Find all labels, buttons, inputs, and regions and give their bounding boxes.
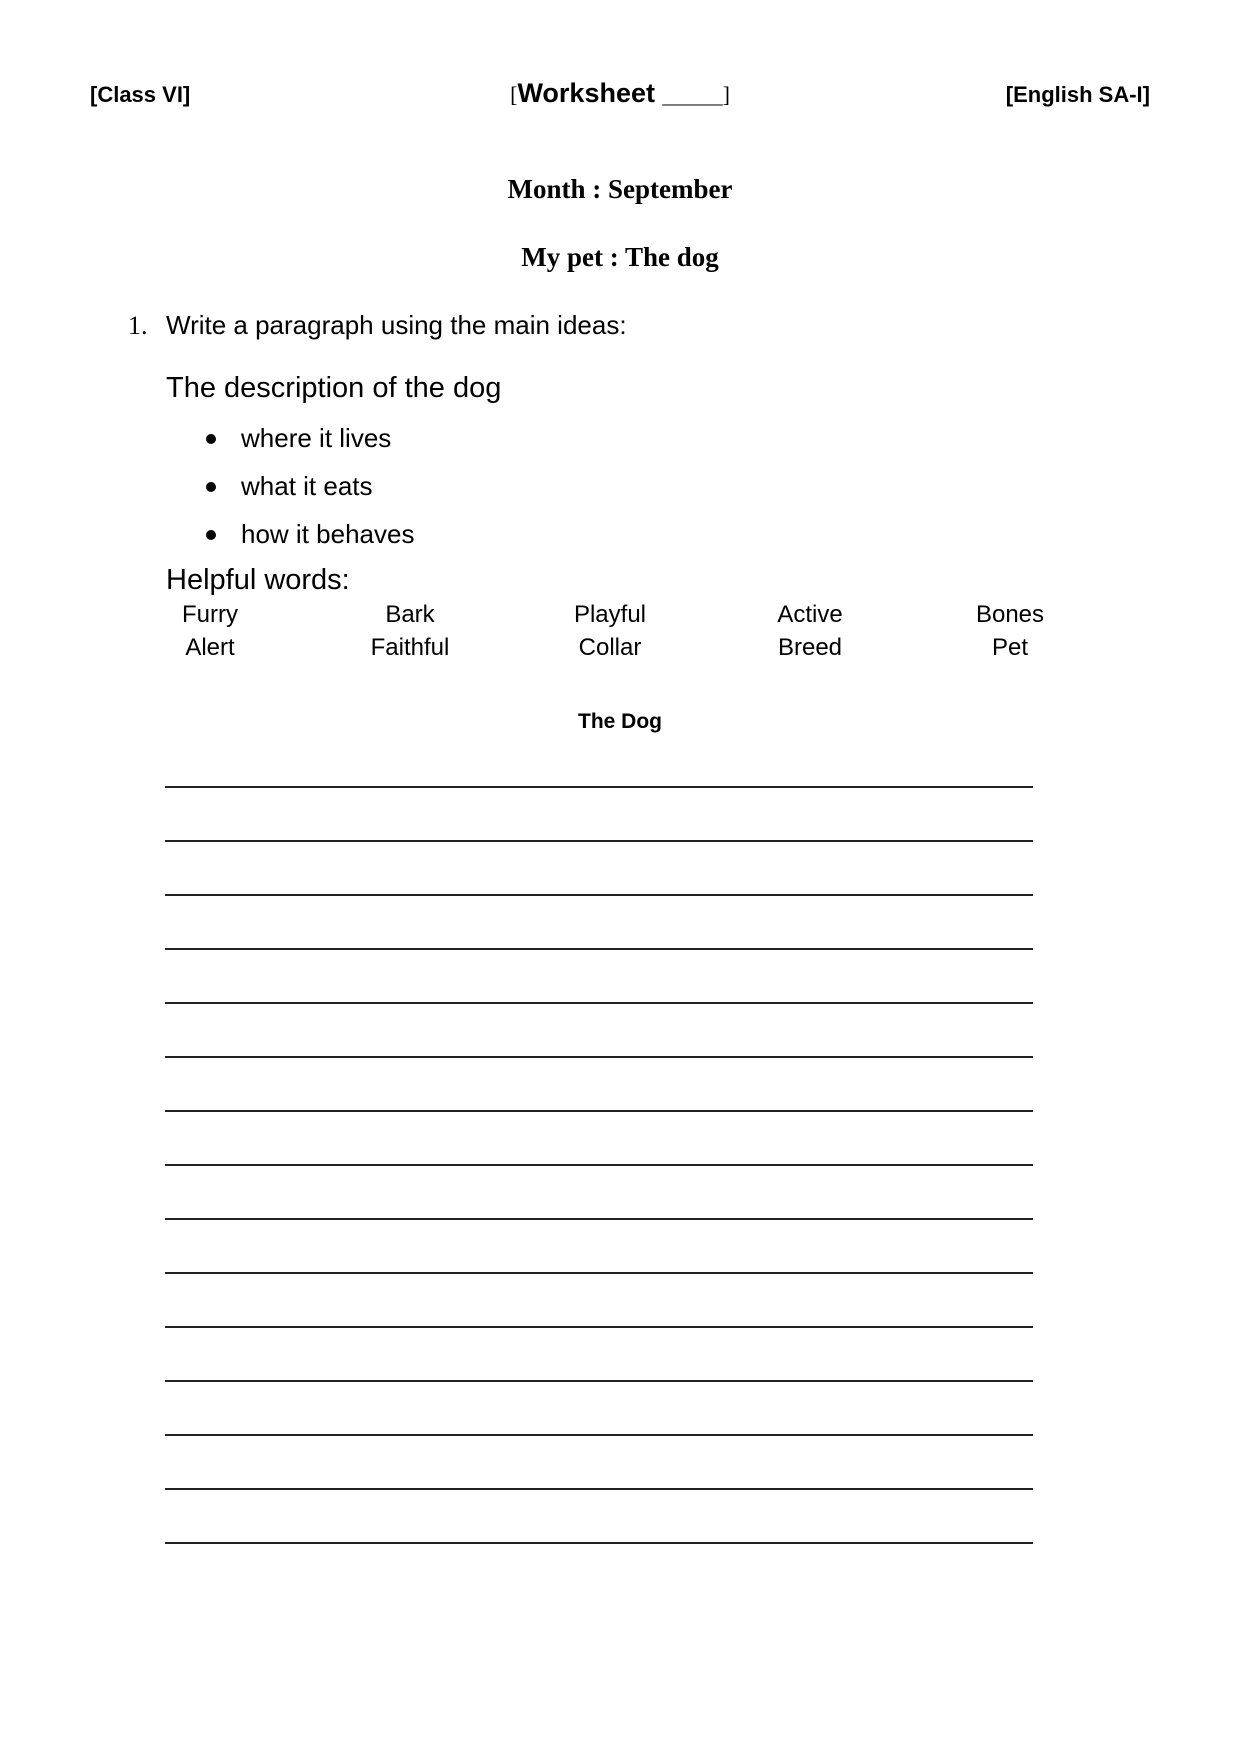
helpful-word: Pet (991, 634, 1029, 661)
writing-line (165, 1055, 1033, 1058)
worksheet-number (90, 78, 1150, 109)
helpful-words-heading: Helpful words: (166, 564, 350, 596)
writing-line (165, 1487, 1033, 1490)
helpful-word: Collar (578, 634, 642, 661)
writing-line (165, 893, 1033, 896)
writing-line (165, 785, 1033, 788)
main-ideas-list (166, 418, 414, 562)
description-heading: The description of the dog (166, 372, 502, 404)
writing-line (165, 1217, 1033, 1220)
worksheet-label: Worksheet ____ (517, 78, 723, 108)
writing-line (165, 1163, 1033, 1166)
question-number: 1. (128, 311, 148, 340)
list-item-text: what it eats (241, 471, 373, 501)
class-label: [Class VI] (90, 82, 191, 107)
helpful-word: Bones (975, 601, 1045, 628)
helpful-word: Alert (185, 634, 235, 661)
helpful-word: Bark (385, 601, 435, 628)
writing-line (165, 1271, 1033, 1274)
helpful-word: Active (777, 601, 843, 628)
list-item-text: where it lives (241, 423, 392, 453)
helpful-word: Playful (573, 601, 647, 628)
helpful-words-grid (110, 598, 1110, 664)
writing-line (165, 1325, 1033, 1328)
list-item-text: how it behaves (241, 519, 415, 549)
list-item (166, 514, 414, 562)
helpful-words-row (110, 598, 1110, 631)
worksheet-bracket-close: ] (722, 82, 730, 107)
question-text: Write a paragraph using the main ideas: (166, 310, 627, 340)
list-item (166, 418, 414, 466)
writing-line (165, 839, 1033, 842)
bullet-icon (206, 434, 216, 444)
month-line: Month : September (507, 174, 733, 204)
writing-line (165, 1433, 1033, 1436)
worksheet-header (90, 78, 1150, 118)
helpful-words-row (110, 631, 1110, 664)
writing-line (165, 1001, 1033, 1004)
helpful-word: Furry (182, 601, 238, 628)
writing-line (165, 947, 1033, 950)
bullet-icon (206, 482, 216, 492)
writing-line (165, 1109, 1033, 1112)
worksheet-bracket-open: [ (510, 82, 518, 107)
list-item (166, 466, 414, 514)
question-1 (128, 310, 627, 341)
answer-lines (165, 785, 1033, 1595)
writing-line (165, 1379, 1033, 1382)
writing-line (165, 1541, 1033, 1544)
helpful-word: Breed (777, 634, 843, 661)
topic-line: My pet : The dog (521, 242, 719, 272)
subject-label: [English SA-I] (1005, 82, 1150, 107)
answer-title: The Dog (578, 710, 662, 733)
bullet-icon (206, 530, 216, 540)
helpful-word: Faithful (370, 634, 450, 661)
